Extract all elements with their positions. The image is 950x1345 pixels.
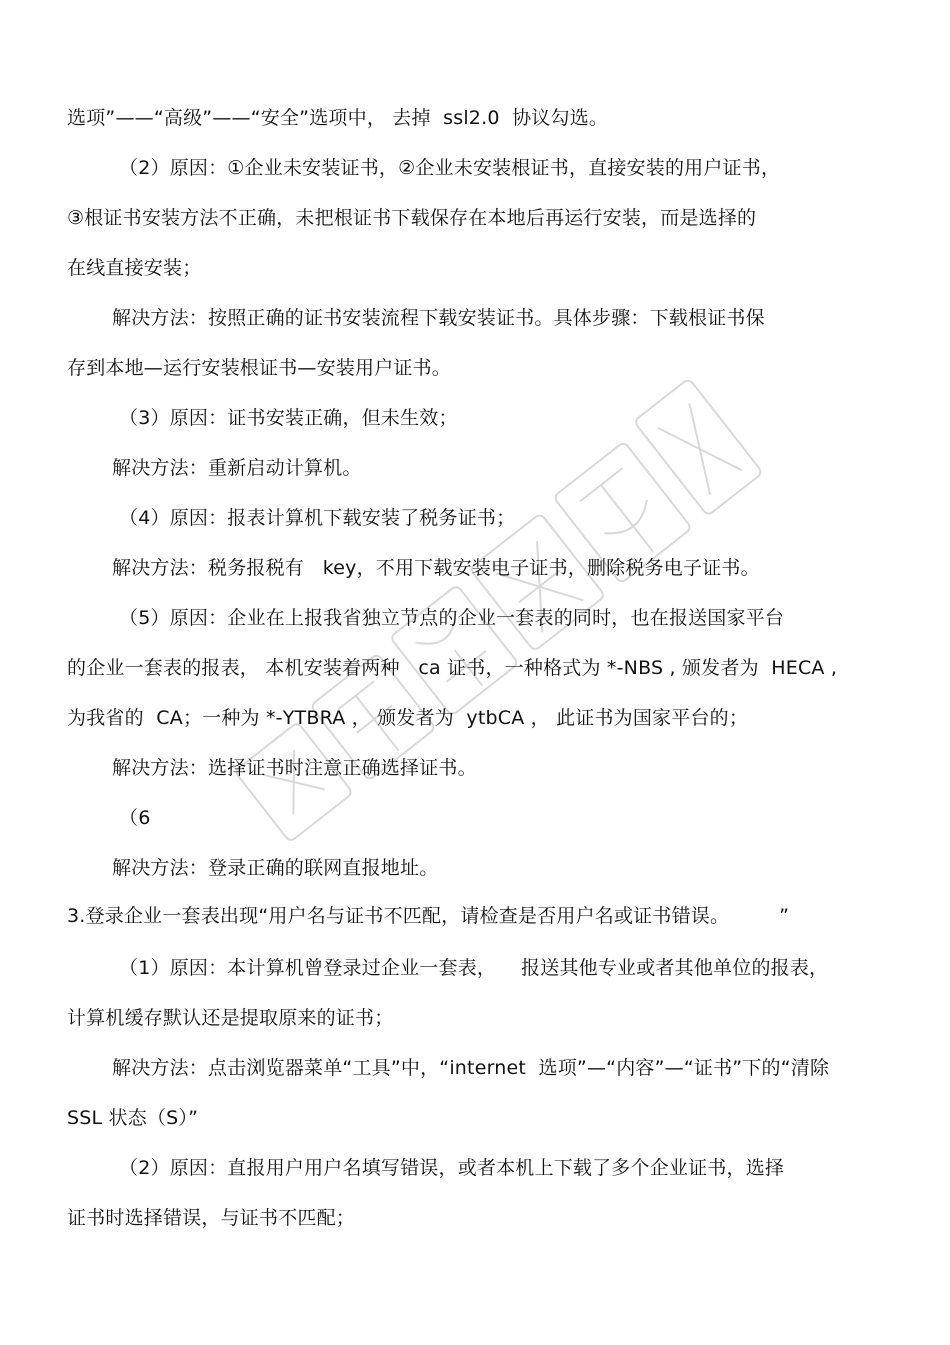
text-line-14: 解决方法：选择证书时注意正确选择证书。 xyxy=(112,757,477,779)
text-line-7: （3）原因：证书安装正确，但未生效； xyxy=(119,407,458,429)
text-line-12: 的企业一套表的报表， 本机安装着两种 ca 证书，一种格式为 *-NBS , 颁发者为 HECA , xyxy=(67,657,838,679)
text-line-10: 解决方法：税务报税有 key，不用下载安装电子证书，删除税务电子证书。 xyxy=(112,557,760,579)
text-line-19: 计算机缓存默认还是提取原来的证书； xyxy=(67,1007,394,1029)
text-line-11: （5）原因：企业在上报我省独立节点的企业一套表的同时，也在报送国家平台 xyxy=(119,607,785,629)
text-line-18: （1）原因：本计算机曾登录过企业一套表， 报送其他专业或者其他单位的报表， xyxy=(119,957,829,979)
text-line-8: 解决方法：重新启动计算机。 xyxy=(112,457,362,479)
text-line-17: 3.登录企业一套表出现“用户名与证书不匹配，请检查是否用户名或证书错误。 ” xyxy=(67,905,790,927)
text-line-15: （6 xyxy=(119,807,151,829)
text-line-22: （2）原因：直报用户用户名填写错误，或者本机上下载了多个企业证书，选择 xyxy=(119,1157,785,1179)
text-line-20: 解决方法：点击浏览器菜单“工具”中，“internet 选项”—“内容”—“证书”下的“清除 xyxy=(112,1057,830,1079)
text-line-3: ③根证书安装方法不正确，未把根证书下载保存在本地后再运行安装，而是选择的 xyxy=(67,207,757,229)
text-line-6: 存到本地—运行安装根证书—安装用户证书。 xyxy=(67,357,452,379)
text-line-2: （2）原因：①企业未安装证书，②企业未安装根证书，直接安装的用户证书， xyxy=(119,157,781,179)
text-line-9: （4）原因：报表计算机下载安装了税务证书； xyxy=(119,507,516,529)
text-line-23: 证书时选择错误，与证书不匹配； xyxy=(67,1207,356,1229)
text-line-5: 解决方法：按照正确的证书安装流程下载安装证书。具体步骤：下载根证书保 xyxy=(112,307,765,329)
text-line-4: 在线直接安装； xyxy=(67,257,202,279)
text-line-13: 为我省的 CA；一种为 *-YTBRA ， 颁发者为 ytbCA ， 此证书为国家平台的； xyxy=(67,707,749,729)
text-line-16: 解决方法：登录正确的联网直报地址。 xyxy=(112,857,439,879)
text-line-21: SSL 状态（S）” xyxy=(67,1107,199,1129)
text-line-1: 选项”——“高级”——“安全”选项中， 去掉 ssl2.0 协议勾选。 xyxy=(67,107,609,129)
